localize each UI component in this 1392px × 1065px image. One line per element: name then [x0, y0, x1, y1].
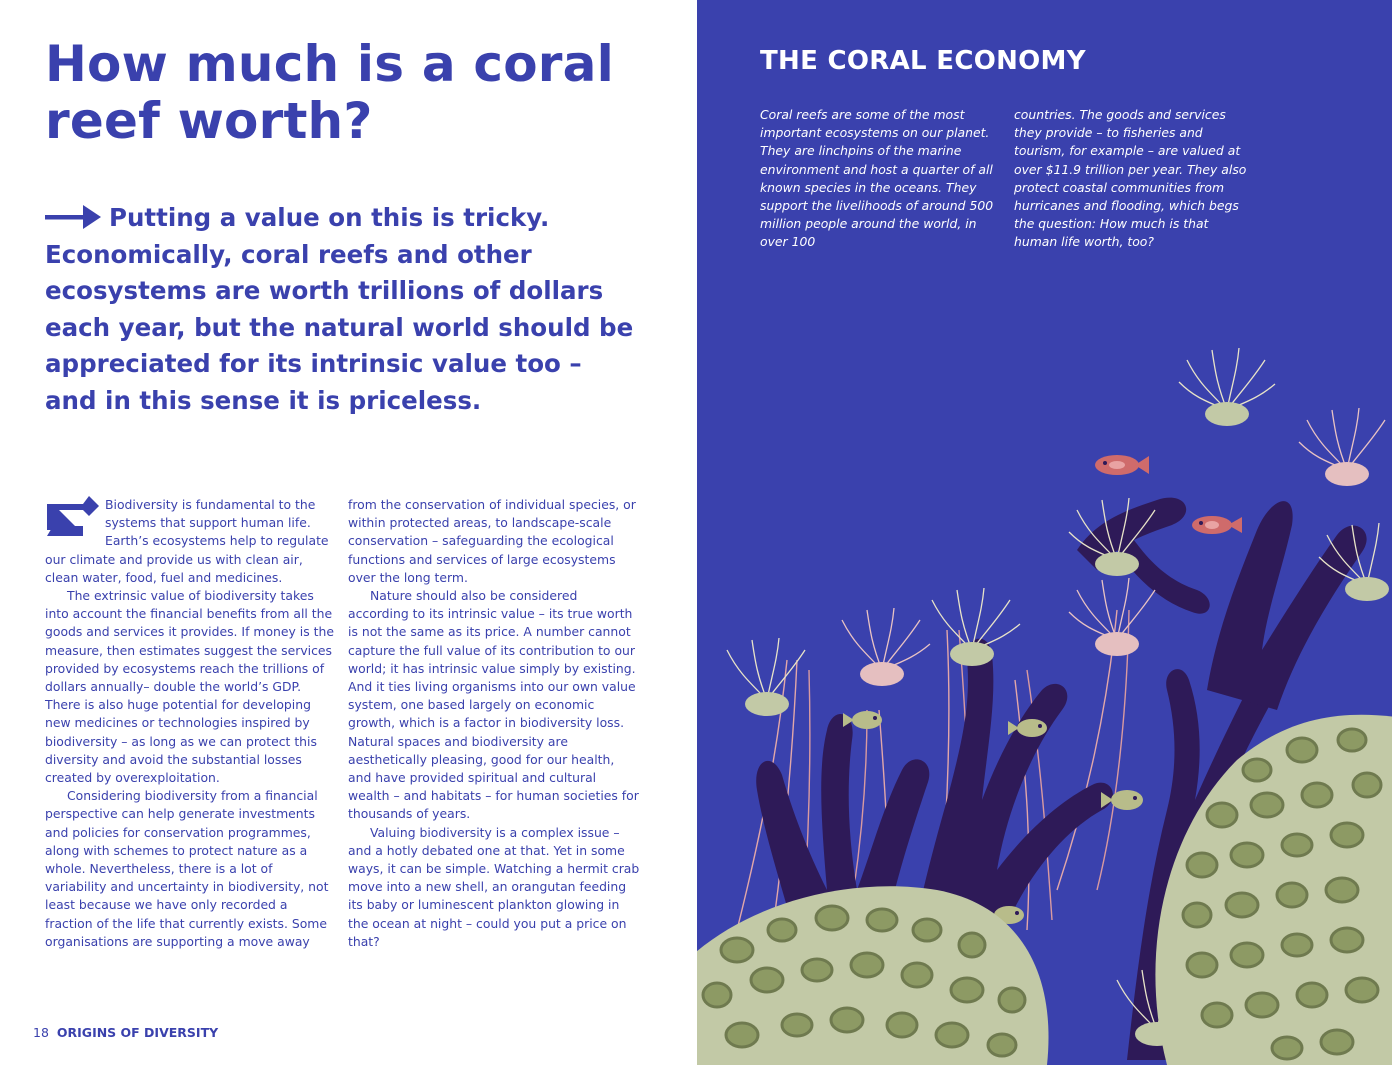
- body-paragraph: Considering biodiversity from a financial perspective can help generate investments and policies for conservation programmes, along with schemes to protect nature as a whole. Nevertheless, there is a lot of variability and uncertainty in biodiversity, not least because we have only recorded a fraction of the life that currently exists. Some organisations are supporting a move away: [45, 788, 329, 949]
- body-column-1: [45, 496, 337, 951]
- body-paragraph: from the conservation of individual species, or within protected areas, to landscape-scale conservation – safeguarding the ecological functions and services of large ecosystems over the long term.: [348, 497, 636, 585]
- sidebar-column-1: Coral reefs are some of the most important ecosystems on our planet. They are linchpins of the marine environment and host a quarter of all known species in the oceans. They support the livelihoods of around 500 million people around the world, in over 100: [760, 107, 994, 250]
- anemone-icon: [1299, 408, 1385, 486]
- body-paragraph: Valuing biodiversity is a complex issue – and a hotly debated one at that. Yet in some ways, it can be simple. Watching a hermit crab move into a new shell, an orangutan feeding its baby or luminescent plankton glowing in the ocean at night – could you put a price on that?: [348, 824, 640, 949]
- body-column-2: [348, 496, 640, 951]
- body-paragraph: Biodiversity is fundamental to the systems that support human life. Earth’s ecosystems help to regulate our climate and provide us with clean air, clean water, food, fuel and medicines.: [45, 497, 329, 585]
- anemone-icon: [932, 588, 1020, 666]
- right-page-sidebar: [697, 0, 1392, 1065]
- page-footer: [33, 1025, 218, 1040]
- fish-icon: [1095, 455, 1149, 475]
- right-arrow-icon: [45, 205, 101, 229]
- lead-text: Putting a value on this is tricky. Economically, coral reefs and other ecosystems are worth trillions of dollars each year, but the natural world should be appreciated for its intrinsic value too – and in this sense it is priceless.: [45, 203, 634, 415]
- zigzag-arrow-icon: [45, 496, 99, 542]
- anemone-icon: [842, 608, 930, 686]
- section-name: ORIGINS OF DIVERSITY: [56, 1025, 219, 1040]
- lead-paragraph: [45, 200, 635, 419]
- coral-reef-illustration: [697, 330, 1392, 1065]
- anemone-icon: [1179, 348, 1275, 426]
- body-paragraph: Nature should also be considered according to its intrinsic value – its true worth is not the same as its price. A number cannot capture the full value of its contribution to our world; it has intrinsic value simply by existing. And it ties living organisms into our own value system, one based largely on economic growth, which is a factor in biodiversity loss. Natural spaces and biodiversity are aesthetically pleasing, good for our health, and have provided spiritual and cultural wealth – and habitats – for human societies for thousands of years.: [348, 588, 639, 822]
- fish-icon: [1192, 516, 1242, 534]
- page-title: How much is a coral reef worth?: [45, 35, 614, 150]
- anemone-icon: [1069, 578, 1155, 656]
- page-number: 18: [33, 1025, 49, 1040]
- body-paragraph: The extrinsic value of biodiversity takes into account the financial benefits from all the goods and services it provides. If money is the measure, then estimates suggest the services provided by ecosystems reach the trillions of dollars annually– double the world’s GDP. There is also huge potential for developing new medicines or technologies inspired by biodiversity – as long as we can protect this diversity and avoid the substantial losses created by overexploitation.: [45, 588, 334, 786]
- sidebar-column-2: countries. The goods and services they provide – to fisheries and tourism, for example – are valued at over $11.9 trillion per year. They also protect coastal communities from hurricanes and flooding, which begs the question: How much is that human life worth, too?: [1014, 107, 1247, 250]
- sidebar-heading: THE CORAL ECONOMY: [760, 46, 1086, 76]
- anemone-icon: [727, 638, 805, 716]
